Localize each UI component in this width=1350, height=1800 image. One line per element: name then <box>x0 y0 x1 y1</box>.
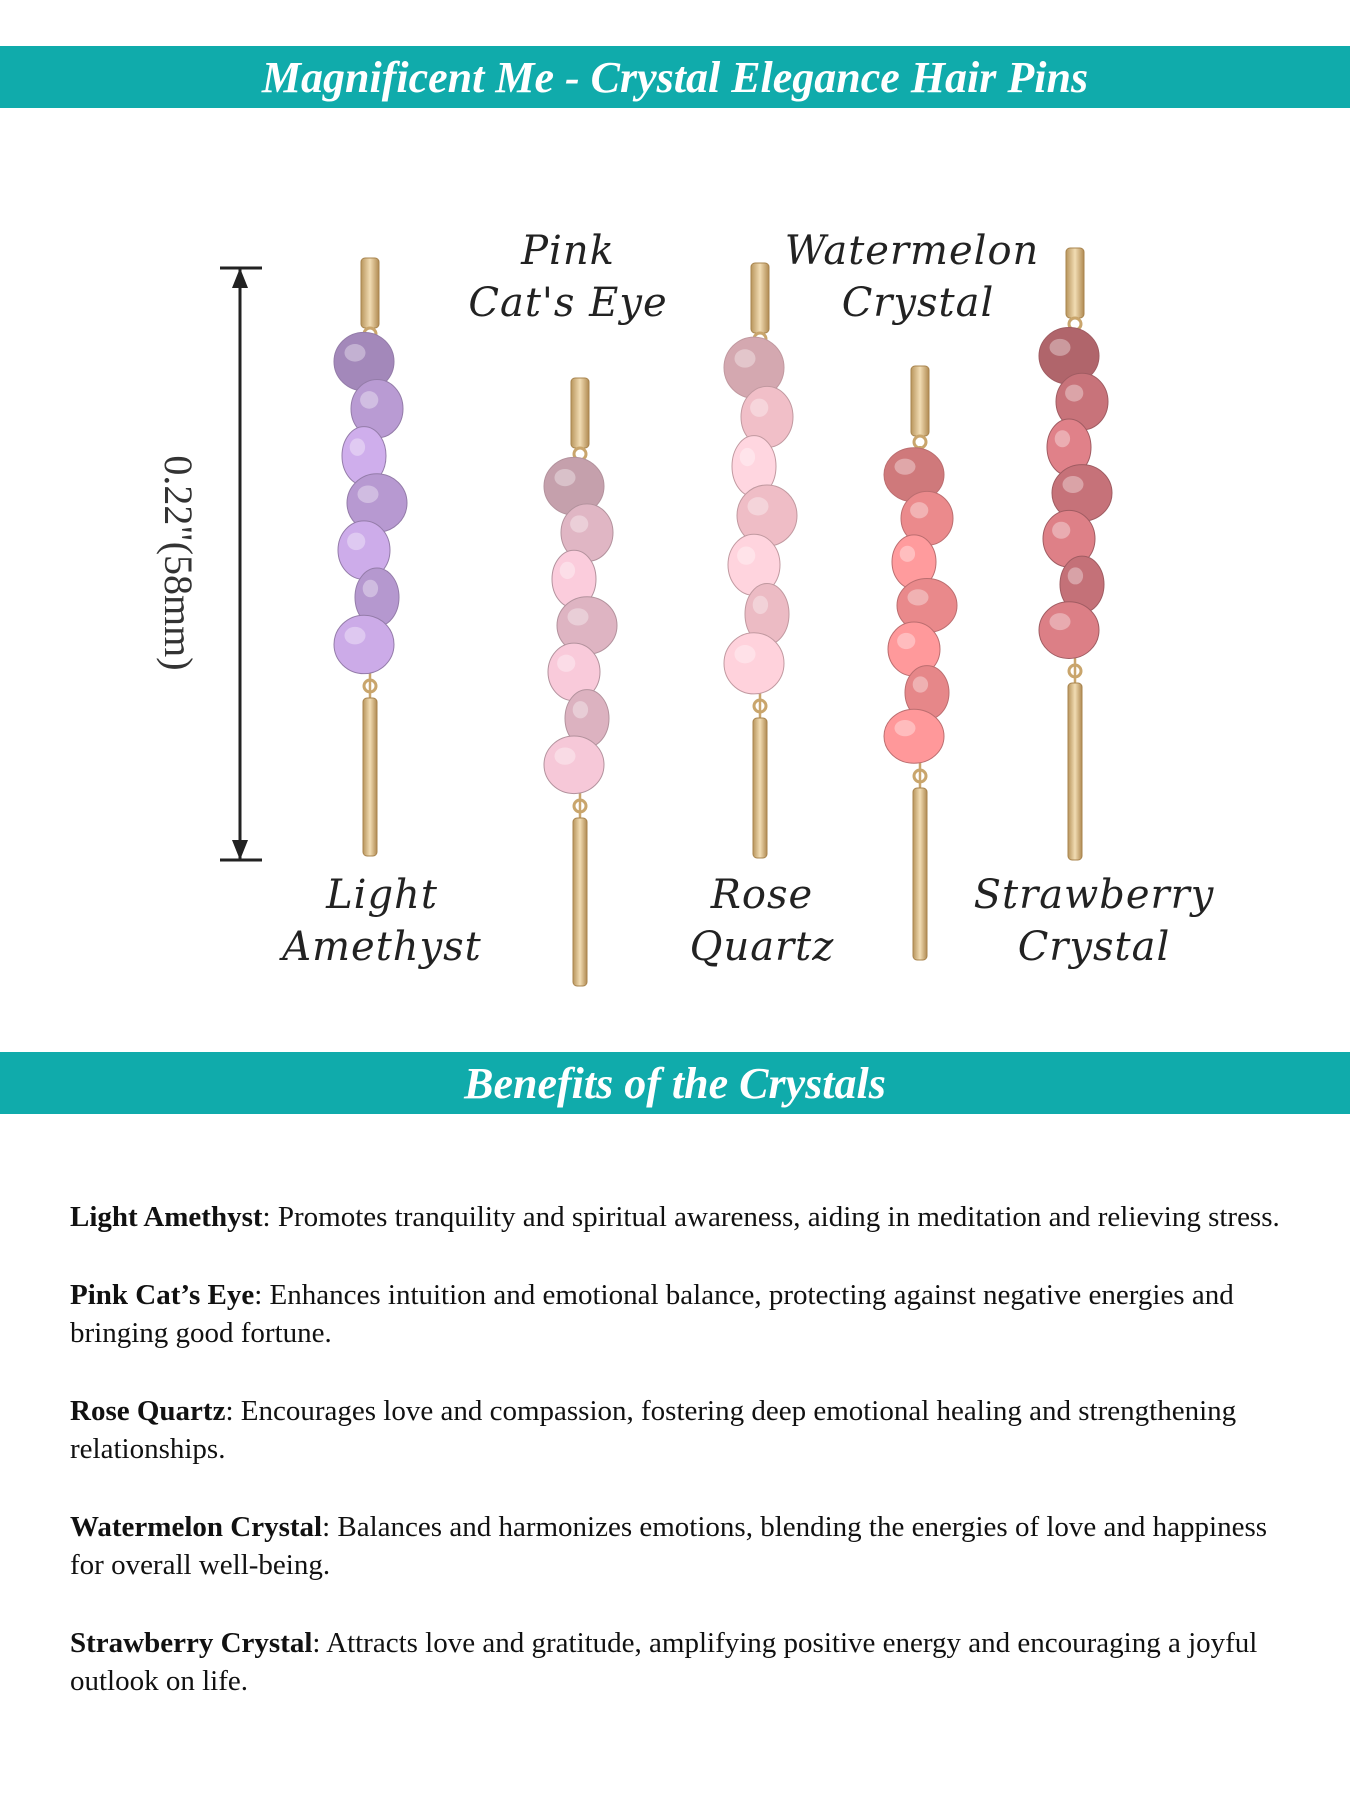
benefit-item <box>70 1198 1300 1236</box>
pin-bar <box>1068 683 1082 860</box>
crystal-chip <box>724 633 784 694</box>
product-photo <box>0 108 1350 1052</box>
crystal-highlight <box>1050 339 1071 356</box>
benefit-name: Pink Cat’s Eye <box>70 1279 255 1311</box>
crystal-highlight <box>570 515 588 532</box>
pin-clasp <box>361 258 379 328</box>
benefit-item <box>70 1508 1300 1584</box>
crystal-highlight <box>345 627 366 645</box>
benefit-name: Watermelon Crystal <box>70 1511 323 1543</box>
pin-label-light-amethyst-1: Light <box>326 872 438 918</box>
pin-label-pink-cats-eye-1: Pink <box>521 228 615 274</box>
crystal-highlight <box>913 676 928 692</box>
crystal-highlight <box>568 608 589 625</box>
hair-pin <box>884 366 957 960</box>
crystal-highlight <box>358 485 379 503</box>
crystal-highlight <box>573 701 588 718</box>
crystal-chip <box>884 709 944 763</box>
crystal-chip <box>1039 602 1099 659</box>
crystal-highlight <box>735 645 756 663</box>
crystal-highlight <box>900 546 915 562</box>
hair-pin <box>544 378 617 986</box>
benefit-text: : Enhances intuition and emotional balance, protecting against negative energies and bringing good fortune. <box>70 1279 1234 1349</box>
benefit-text: : Promotes tranquility and spiritual awareness, aiding in meditation and relieving stress. <box>262 1201 1280 1233</box>
pin-label-strawberry-crystal-1: Strawberry <box>973 872 1215 918</box>
pin-label-watermelon-crystal-2: Crystal <box>841 280 995 326</box>
benefit-item <box>70 1276 1300 1352</box>
crystal-highlight <box>753 596 768 614</box>
benefit-name: Strawberry Crystal <box>70 1627 313 1659</box>
crystal-highlight <box>363 580 378 598</box>
pin-label-rose-quartz-1: Rose <box>710 872 814 918</box>
crystal-highlight <box>910 502 928 518</box>
pin-bar <box>573 818 587 986</box>
hair-pin <box>724 263 797 858</box>
crystal-highlight <box>557 655 575 672</box>
pin-bar <box>753 718 767 858</box>
crystal-highlight <box>1063 476 1084 493</box>
benefit-item <box>70 1624 1300 1700</box>
hair-pin <box>334 258 407 856</box>
crystal-highlight <box>1065 385 1083 402</box>
crystal-highlight <box>555 748 576 765</box>
crystal-highlight <box>908 589 929 605</box>
pin-label-strawberry-crystal-2: Crystal <box>1017 924 1171 970</box>
crystal-highlight <box>1068 567 1083 584</box>
crystal-highlight <box>1052 522 1070 539</box>
crystal-highlight <box>897 633 915 649</box>
crystal-chip <box>334 615 394 673</box>
crystal-highlight <box>360 391 378 409</box>
pin-clasp <box>911 366 929 436</box>
pin-clasp <box>1066 248 1084 318</box>
hair-pin <box>1039 248 1112 860</box>
crystal-highlight <box>748 497 769 515</box>
benefit-item <box>70 1392 1300 1468</box>
pin-label-watermelon-crystal-1: Watermelon <box>784 228 1040 274</box>
title-banner <box>0 46 1350 108</box>
crystal-highlight <box>560 562 575 579</box>
crystal-chip <box>544 736 604 794</box>
benefit-name: Rose Quartz <box>70 1395 226 1427</box>
benefit-text: : Attracts love and gratitude, amplifying positive energy and encouraging a joyful outlook on life. <box>70 1627 1258 1697</box>
crystal-highlight <box>750 399 768 417</box>
pin-label-pink-cats-eye-2: Cat's Eye <box>468 280 668 326</box>
benefit-name: Light Amethyst <box>70 1201 263 1233</box>
benefit-text: : Encourages love and compassion, fostering deep emotional healing and strengthening relationships. <box>70 1395 1237 1465</box>
crystal-highlight <box>895 720 916 736</box>
benefit-text: : Balances and harmonizes emotions, blending the energies of love and happiness for overall well-being. <box>70 1511 1268 1581</box>
pin-clasp <box>571 378 589 448</box>
crystal-highlight <box>735 349 756 367</box>
page-title: Magnificent Me - Crystal Elegance Hair Pins <box>261 52 1089 102</box>
pin-label-rose-quartz-2: Quartz <box>689 924 835 970</box>
pin-bar <box>363 698 377 856</box>
crystal-highlight <box>740 448 755 466</box>
crystal-highlight <box>737 546 755 564</box>
crystal-highlight <box>895 459 916 475</box>
crystal-highlight <box>1050 613 1071 630</box>
benefits-list <box>70 1198 1300 1740</box>
crystal-highlight <box>345 344 366 362</box>
dimension-arrow <box>220 268 262 860</box>
dimension-label: 0.22"(58mm) <box>156 455 201 671</box>
section-banner <box>0 1052 1350 1114</box>
pin-label-light-amethyst-2: Amethyst <box>282 924 482 970</box>
crystal-highlight <box>555 469 576 486</box>
pin-bar <box>913 788 927 960</box>
crystal-highlight <box>347 533 365 551</box>
crystal-highlight <box>1055 430 1070 447</box>
section-title: Benefits of the Crystals <box>464 1058 886 1108</box>
pin-clasp <box>751 263 769 333</box>
crystal-highlight <box>350 438 365 456</box>
